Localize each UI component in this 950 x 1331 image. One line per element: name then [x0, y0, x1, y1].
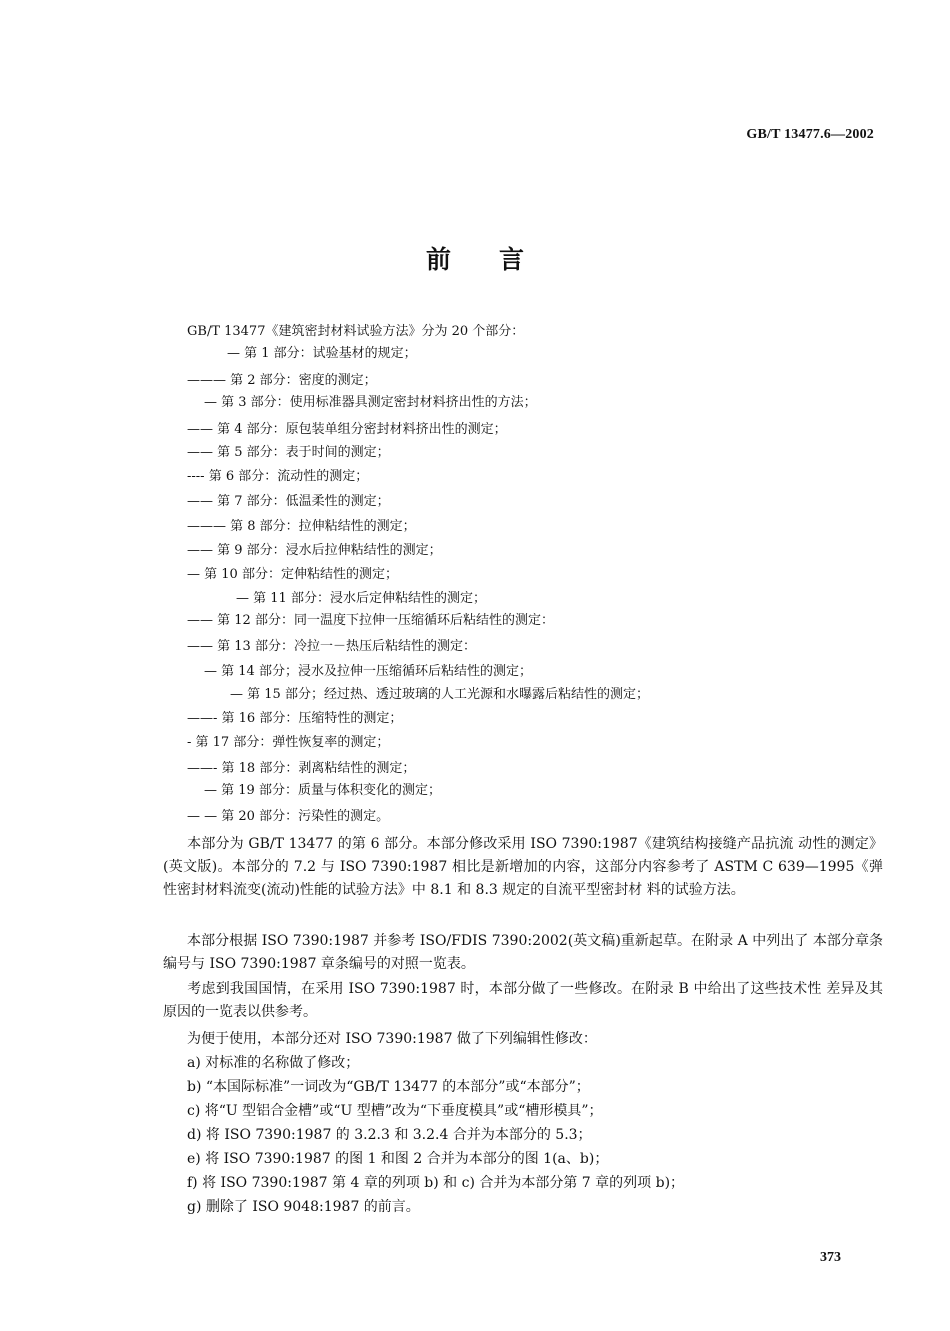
- part-item-17: - 第 17 部分：弹性恢复率的测定；: [187, 735, 390, 750]
- part-item-9: —— 第 9 部分：浸水后拉伸粘结性的测定；: [187, 543, 442, 558]
- body-paragraph-3: 考虑到我国国情，在采用 ISO 7390:1987 时，本部分做了一些修改。在附录 B 中给出了这些技术性 差异及其原因的一览表以供参考。: [163, 981, 883, 1020]
- part-item-10: — 第 10 部分：定伸粘结性的测定；: [187, 567, 398, 582]
- part-item-7: —— 第 7 部分：低温柔性的测定；: [187, 494, 390, 509]
- edit-item-b: b) “本国际标准”一词改为“GB/T 13477 的本部分”或“本部分”；: [187, 1079, 590, 1095]
- part-item-11: — 第 11 部分：浸水后定伸粘结性的测定；: [236, 591, 486, 606]
- body-paragraph-1: 本部分为 GB/T 13477 的第 6 部分。本部分修改采用 ISO 7390:1987《建筑结构接缝产品抗流 动性的测定》(英文版)。本部分的 7.2 与 ISO 7390:1987 相比是新增加的内容，这部分内容参考了 ASTM C 639—1995《弹性密封材料流变(流动)性能的试验方法》中 8.1 和 8.3 规定的自流平型密封材 料的试验方法。: [163, 836, 883, 898]
- standard-number: GB/T 13477.6—2002: [746, 127, 874, 142]
- part-item-2: ——— 第 2 部分：密度的测定；: [187, 373, 377, 388]
- page-number: 373: [820, 1250, 841, 1265]
- part-item-20: — — 第 20 部分：污染性的测定。: [187, 809, 390, 824]
- part-item-14: — 第 14 部分；浸水及拉伸一压缩循环后粘结性的测定；: [204, 664, 532, 679]
- part-item-15: — 第 15 部分；经过热、透过玻璃的人工光源和水曝露后粘结性的测定；: [230, 687, 649, 702]
- edit-item-a: a) 对标准的名称做了修改；: [187, 1055, 360, 1071]
- edit-item-d: d) 将 ISO 7390:1987 的 3.2.3 和 3.2.4 合并为本部分的 5.3；: [187, 1127, 592, 1143]
- page-title: 前言: [425, 245, 572, 274]
- edit-item-g: g) 删除了 ISO 9048:1987 的前言。: [187, 1199, 420, 1215]
- part-item-12: —— 第 12 部分：同一温度下拉伸一压缩循环后粘结性的测定：: [187, 613, 554, 628]
- part-item-4: —— 第 4 部分：原包装单组分密封材料挤出性的测定；: [187, 422, 507, 437]
- part-item-8: ——— 第 8 部分：拉伸粘结性的测定；: [187, 519, 416, 534]
- body-paragraph-2: 本部分根据 ISO 7390:1987 并参考 ISO/FDIS 7390:2002(英文稿)重新起草。在附录 A 中列出了 本部分章条编号与 ISO 7390:1987 章条编号的对照一览表。: [163, 933, 883, 972]
- edits-intro: 为便于使用，本部分还对 ISO 7390:1987 做了下列编辑性修改：: [187, 1031, 597, 1047]
- edit-item-c: c) 将“U 型铝合金槽”或“U 型槽”改为“下垂度模具”或“槽形模具”；: [187, 1103, 603, 1119]
- edit-item-f: f) 将 ISO 7390:1987 第 4 章的列项 b) 和 c) 合并为本部分第 7 章的列项 b)；: [187, 1175, 685, 1191]
- part-item-19: — 第 19 部分：质量与体积变化的测定；: [204, 783, 441, 798]
- part-item-13: —— 第 13 部分：冷拉一－热压后粘结性的测定：: [187, 639, 476, 654]
- part-item-16: ——- 第 16 部分：压缩特性的测定；: [187, 711, 403, 726]
- part-item-1: — 第 1 部分：试验基材的规定；: [227, 346, 417, 361]
- edit-item-e: e) 将 ISO 7390:1987 的图 1 和图 2 合并为本部分的图 1(a、b)；: [187, 1151, 609, 1167]
- part-item-18: ——- 第 18 部分：剥离粘结性的测定；: [187, 761, 416, 776]
- part-item-5: —— 第 5 部分：表于时间的测定；: [187, 445, 390, 460]
- parts-intro: GB/T 13477《建筑密封材料试验方法》分为 20 个部分：: [187, 324, 525, 339]
- part-item-6: ---- 第 6 部分：流动性的测定；: [187, 469, 369, 484]
- part-item-3: — 第 3 部分：使用标准器具测定密封材料挤出性的方法；: [204, 395, 537, 410]
